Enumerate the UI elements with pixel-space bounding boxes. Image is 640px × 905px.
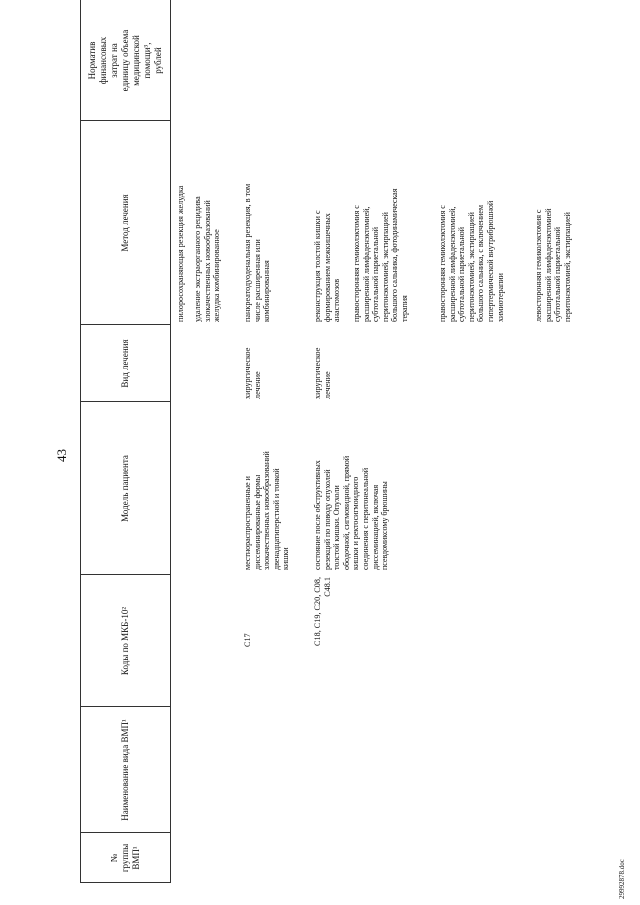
method-cell: панкреатодуоденальная резекция, в том числе расширенная или комбинированная bbox=[243, 183, 272, 322]
method-cell: пилоросохраняющая резекция желудка bbox=[176, 185, 185, 322]
method-cell: левосторонняя гемиколэктомия с расширенной лимфаденэктомией субтотальной париетальной перитонэктомией, экстирпацией bbox=[534, 208, 572, 322]
header-bottom-border bbox=[170, 0, 171, 883]
header-group-number: № группы ВМП¹ bbox=[108, 843, 141, 873]
method-cell: удаление экстраорганного рецидива злокачественных новообразований желудка комбинированное bbox=[193, 196, 222, 322]
header-vmp-name: Наименование вида ВМП¹ bbox=[119, 719, 130, 821]
header-treatment-type: Вид лечения bbox=[119, 339, 130, 388]
header-icd-codes: Коды по МКБ-10² bbox=[119, 606, 130, 676]
method-cell: правосторонняя гемиколэктомия с расширенной лимфаденэктомией, субтотальной париетальной перитонэктомией, экстирпацией большого сальника, с включением гипертермической внутрибрюшной химиотерапии bbox=[438, 200, 505, 322]
icd-code-cell: C18, C19, C20, C08, C48.1 bbox=[313, 577, 332, 646]
header-patient-model: Модель пациента bbox=[119, 455, 130, 522]
patient-model-cell: местнораспространенные и диссеминированные формы злокачественных новообразований двенадцатиперстной и тонкой кишки bbox=[243, 451, 291, 570]
document-filename: 29992878.doc bbox=[618, 859, 626, 899]
patient-model-cell: состояние после обструктивных резекций по поводу опухолей толстой кишки. Опухоли ободочной, сигмовидной, прямой кишки и ректосигмоидного соединения с перитонеальной диссеминацией, включая псевдомиксому брюшины bbox=[313, 455, 390, 570]
treatment-type-cell: хирургическое лечение bbox=[243, 347, 262, 399]
header-treatment-method: Метод лечения bbox=[119, 194, 130, 252]
method-cell: реконструкция толстой кишки с формированием межкишечных анастомозов bbox=[313, 210, 342, 322]
treatment-type-cell: хирургическое лечение bbox=[313, 347, 332, 399]
header-cost-standard: Норматив финансовых затрат на единицу объема медицинской помощи³, рублей bbox=[86, 29, 163, 92]
icd-code-cell: C17 bbox=[243, 633, 252, 647]
method-cell: правосторонняя гемиколэктомия с расширенной лимфаденэктомией, субтотальной париетальной перитонэктомией, экстирпацией большого сальника, фотодинамическая терапия bbox=[352, 188, 409, 322]
page-number: 43 bbox=[54, 449, 69, 462]
